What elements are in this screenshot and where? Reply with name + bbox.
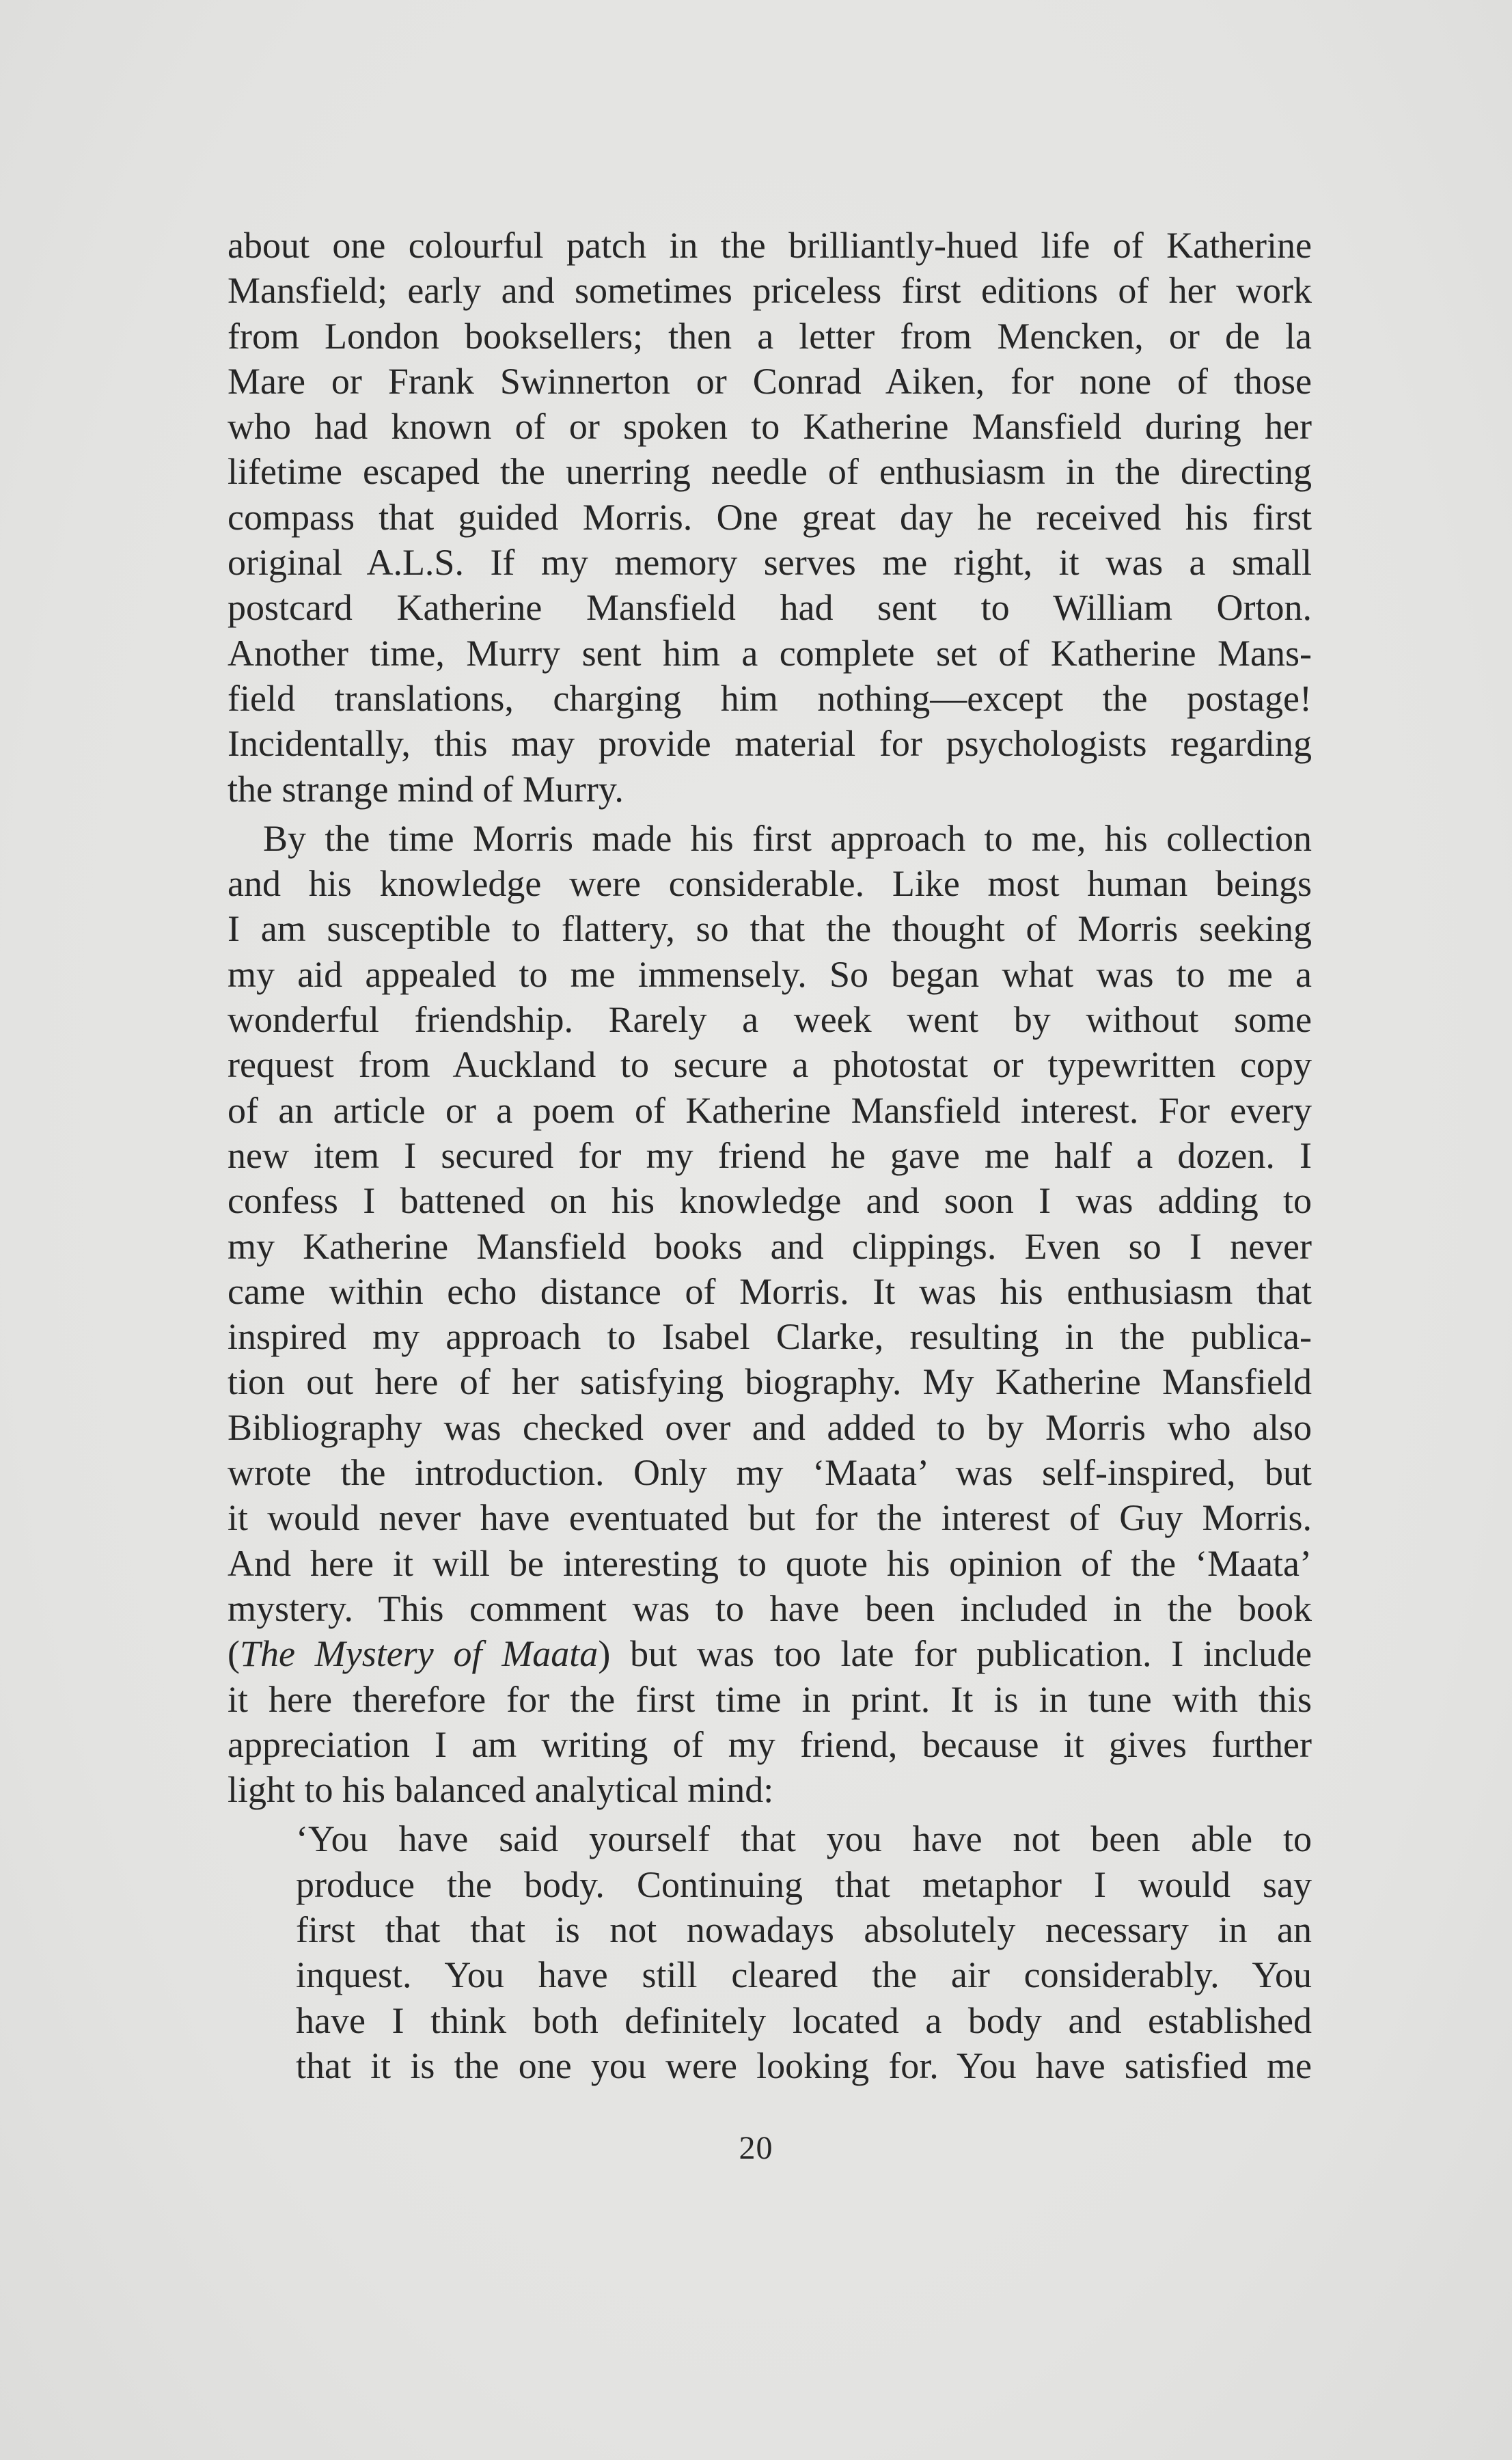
- text-line: Mare or Frank Swinnerton or Conrad Aiken, for none of those: [228, 360, 1312, 402]
- text-line: Mansfield; early and sometimes priceless first editions of her work: [228, 270, 1312, 312]
- text-line: request from Auckland to secure a photostat or typewritten copy: [228, 1044, 1312, 1086]
- text-line: who had known of or spoken to Katherine Mansfield during her: [228, 406, 1312, 448]
- text-line: wrote the introduction. Only my ‘Maata’ was self-inspired, but: [228, 1452, 1312, 1494]
- text-line: postcard Katherine Mansfield had sent to William Orton.: [228, 587, 1312, 629]
- text-line: field translations, charging him nothing—except the postage!: [228, 677, 1312, 719]
- text-line: have I think both definitely located a body and established: [296, 1999, 1312, 2041]
- text-line: new item I secured for my friend he gave me half a dozen. I: [228, 1134, 1312, 1176]
- text-line: confess I battened on his knowledge and soon I was adding to: [228, 1180, 1312, 1222]
- text-line: light to his balanced analytical mind:: [228, 1769, 774, 1811]
- text-line: first that that is not nowadays absolutely necessary in an: [296, 1909, 1312, 1950]
- text-line: By the time Morris made his first approach to me, his collection: [263, 817, 1312, 859]
- text-line: compass that guided Morris. One great day he received his first: [228, 496, 1312, 538]
- text-line: tion out here of her satisfying biography. My Katherine Mansfield: [228, 1361, 1312, 1403]
- text-line: that it is the one you were looking for. You have satisfied me: [296, 2045, 1312, 2086]
- text-line: about one colourful patch in the brilliantly-hued life of Katherine: [228, 225, 1312, 266]
- text-line: I am susceptible to flattery, so that the thought of Morris seeking: [228, 908, 1312, 950]
- body-text: [228, 223, 1312, 2088]
- text-line: wonderful friendship. Rarely a week went by without some: [228, 999, 1312, 1041]
- paragraph-1: [228, 223, 1312, 812]
- text-line: appreciation I am writing of my friend, because it gives further: [228, 1723, 1312, 1765]
- text-line: original A.L.S. If my memory serves me right, it was a small: [228, 542, 1312, 584]
- page-number: 20: [739, 2130, 773, 2166]
- text-line: inquest. You have still cleared the air considerably. You: [296, 1954, 1312, 1996]
- book-title: The Mystery of Maata: [239, 1633, 599, 1675]
- text-line: my Katherine Mansfield books and clippings. Even so I never: [228, 1225, 1312, 1267]
- paragraph-2: [228, 816, 1312, 1813]
- text-line: (The Mystery of Maata) but was too late for publication. I include: [228, 1633, 1312, 1675]
- text-line: Incidentally, this may provide material for psychologists regarding: [228, 723, 1312, 765]
- text-line: mystery. This comment was to have been included in the book: [228, 1587, 1312, 1629]
- text-line: the strange mind of Murry.: [228, 768, 624, 810]
- text-line: it would never have eventuated but for the interest of Guy Morris.: [228, 1497, 1312, 1539]
- text-line: produce the body. Continuing that metaphor I would say: [296, 1863, 1312, 1905]
- text-line: Another time, Murry sent him a complete set of Katherine Mans-: [228, 632, 1312, 674]
- text-line: it here therefore for the first time in print. It is in tune with this: [228, 1678, 1312, 1720]
- text-line: ‘You have said yourself that you have not been able to: [296, 1818, 1312, 1860]
- text-line: of an article or a poem of Katherine Mansfield interest. For every: [228, 1089, 1312, 1131]
- text-line: and his knowledge were considerable. Like most human beings: [228, 863, 1312, 905]
- text-line: came within echo distance of Morris. It was his enthusiasm that: [228, 1270, 1312, 1312]
- text-line: my aid appealed to me immensely. So began what was to me a: [228, 953, 1312, 995]
- block-quote: [296, 1816, 1312, 2088]
- text-line: And here it will be interesting to quote his opinion of the ‘Maata’: [228, 1542, 1312, 1584]
- text-line: from London booksellers; then a letter from Mencken, or de la: [228, 315, 1312, 357]
- text-line: Bibliography was checked over and added to by Morris who also: [228, 1406, 1312, 1448]
- text-line: lifetime escaped the unerring needle of enthusiasm in the directing: [228, 451, 1312, 493]
- text-line: inspired my approach to Isabel Clarke, resulting in the publica-: [228, 1316, 1312, 1358]
